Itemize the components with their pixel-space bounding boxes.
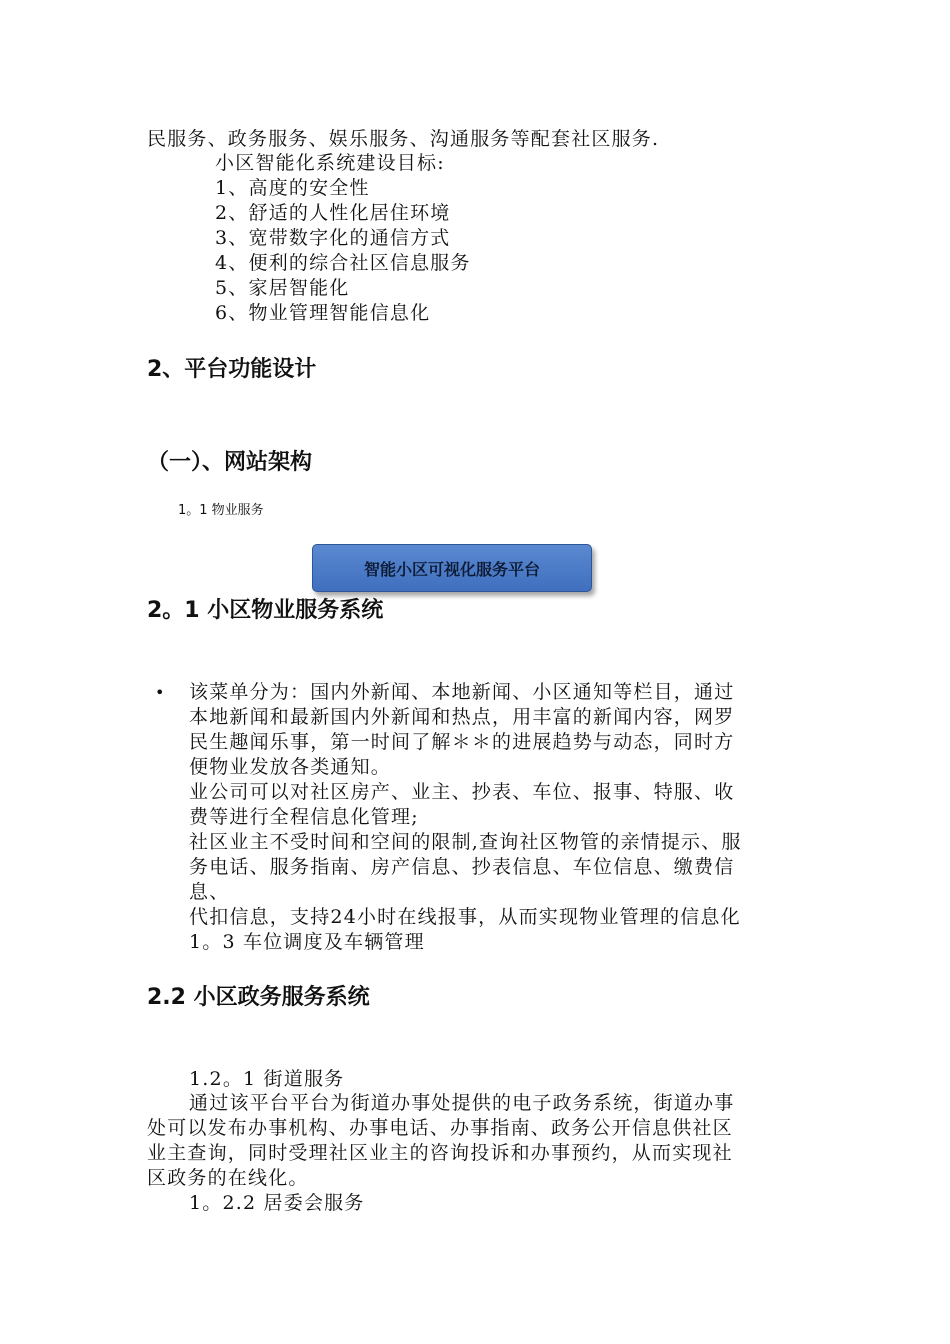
paragraph-line: 本地新闻和最新国内外新闻和热点，用丰富的新闻内容，网罗	[189, 706, 735, 728]
goal-item: 4、便利的综合社区信息服务	[215, 252, 471, 274]
goal-title: 小区智能化系统建设目标:	[215, 152, 445, 174]
paragraph-line: 便物业发放各类通知。	[189, 756, 392, 778]
platform-box: 智能小区可视化服务平台	[312, 544, 592, 592]
paragraph-line: 区政务的在线化。	[147, 1167, 309, 1189]
section-heading: 2、平台功能设计	[147, 357, 317, 382]
paragraph-line: 业主查询，同时受理社区业主的咨询投诉和办事预约，从而实现社	[147, 1142, 733, 1164]
goal-item: 5、家居智能化	[215, 277, 350, 299]
bullet-icon: •	[155, 683, 165, 702]
paragraph-line: 通过该平台平台为街道办事处提供的电子政务系统，街道办事	[189, 1092, 735, 1114]
section-heading: （一）、网站架构	[147, 450, 313, 475]
paragraph-line: 民生趣闻乐事，第一时间了解＊＊的进展趋势与动态，同时方	[189, 731, 735, 753]
paragraph-line: 该菜单分为：国内外新闻、本地新闻、小区通知等栏目，通过	[189, 681, 735, 703]
paragraph-line: 费等进行全程信息化管理;	[189, 806, 419, 828]
subsection-label: 1。2.2 居委会服务	[189, 1192, 365, 1214]
paragraph-line: 息、	[189, 881, 230, 903]
goal-item: 1、高度的安全性	[215, 177, 370, 199]
section-heading: 2。1 小区物业服务系统	[147, 598, 384, 623]
goal-item: 2、舒适的人性化居住环境	[215, 202, 451, 224]
paragraph-line: 处可以发布办事机构、办事电话、办事指南、政务公开信息供社区	[147, 1117, 733, 1139]
goal-item: 3、宽带数字化的通信方式	[215, 227, 451, 249]
paragraph-line: 社区业主不受时间和空间的限制,查询社区物管的亲情提示、服	[189, 831, 742, 853]
section-heading: 2.2 小区政务服务系统	[147, 985, 370, 1010]
paragraph-line: 代扣信息，支持24小时在线报事，从而实现物业管理的信息化	[189, 906, 741, 928]
subsection-label: 1。1 物业服务	[178, 503, 264, 518]
intro-line: 民服务、政务服务、娱乐服务、沟通服务等配套社区服务.	[147, 128, 660, 150]
paragraph-line: 务电话、服务指南、房产信息、抄表信息、车位信息、缴费信	[189, 856, 735, 878]
paragraph-line: 业公司可以对社区房产、业主、抄表、车位、报事、特服、收	[189, 781, 735, 803]
paragraph-line: 1。3 车位调度及车辆管理	[189, 931, 425, 953]
goal-item: 6、物业管理智能信息化	[215, 302, 431, 324]
subsection-label: 1.2。1 街道服务	[189, 1068, 345, 1090]
